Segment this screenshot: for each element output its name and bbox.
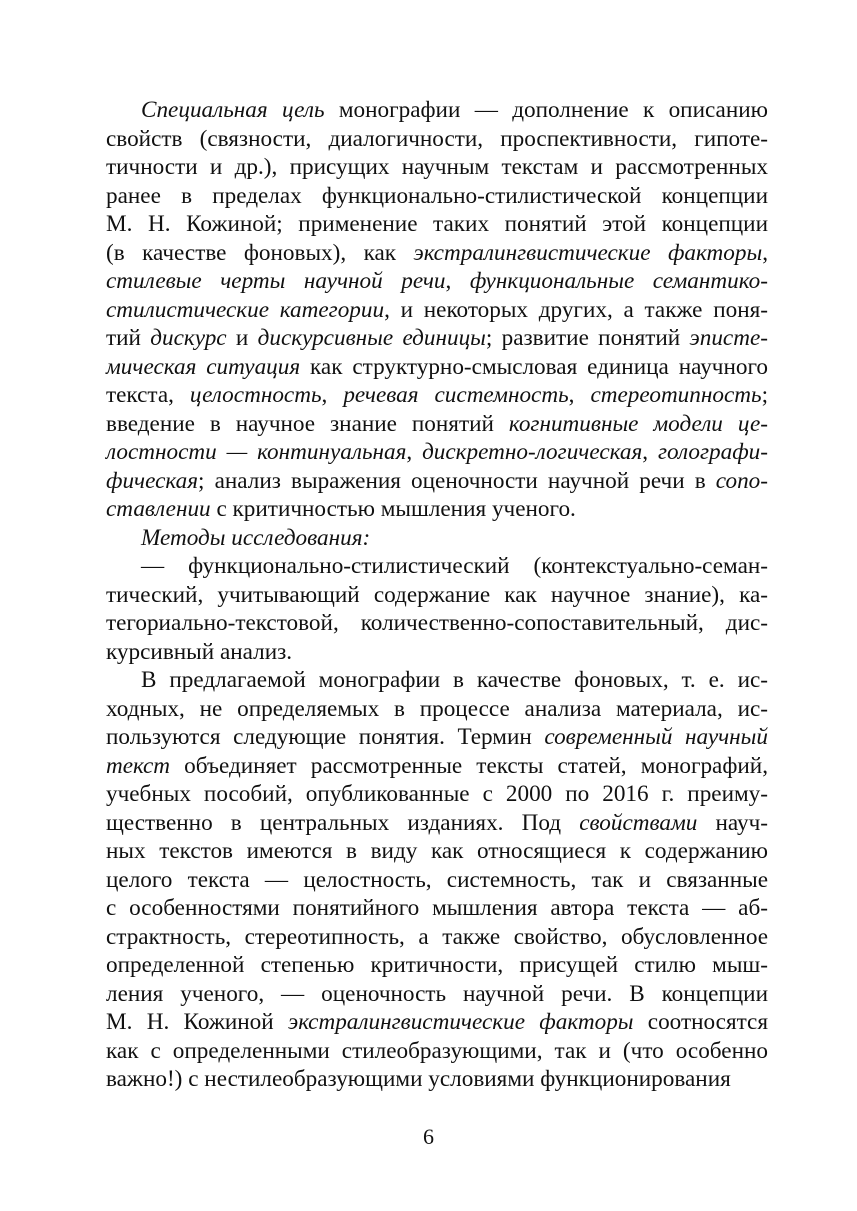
text-run: как структурно-смысловая единица научного: [300, 354, 768, 380]
text-line: [106, 780, 768, 808]
text-run: тегориально-текстовой, количественно-сопоставительный, дис-: [106, 610, 768, 636]
text-line: [106, 837, 768, 865]
text-run: ных текстов имеются в виду как относящиеся к содержанию: [106, 838, 768, 864]
text-run: ,: [762, 240, 768, 266]
text-run: , и некоторых других, а также поня-: [384, 297, 769, 323]
text-line: [106, 809, 768, 837]
text-line: [106, 581, 768, 609]
text-run: курсивный анализ.: [106, 639, 293, 665]
text-run: — функционально-стилистический (контекстуально-семан-: [141, 553, 768, 579]
text-line: [106, 1065, 768, 1093]
text-line: [106, 723, 768, 751]
text-run: ,: [568, 382, 591, 408]
page-number: 6: [423, 1124, 434, 1149]
text-run: учебных пособий, опубликованные с 2000 по 2016 г. преиму-: [106, 781, 768, 807]
italic-term: Методы исследования:: [141, 525, 371, 551]
italic-term: эписте-: [689, 325, 768, 351]
italic-term: ставлении: [106, 496, 211, 522]
text-run: В предлагаемой монографии в качестве фоновых, т. е. ис-: [141, 667, 768, 693]
italic-term: текст: [106, 753, 171, 779]
italic-term: стилевые черты научной речи: [106, 268, 446, 294]
text-run: страктность, стереотипность, а также свойство, обусловленное: [106, 924, 768, 950]
italic-term: дискретно-логическая: [422, 439, 643, 465]
text-run: введение в научное знание понятий: [106, 411, 509, 437]
text-run: текста,: [106, 382, 190, 408]
text-line: [106, 153, 768, 181]
text-line: [106, 410, 768, 438]
italic-term: дискурсивные единицы: [257, 325, 486, 351]
text-line: [106, 239, 768, 267]
text-line: [106, 752, 768, 780]
text-line: [106, 638, 768, 666]
italic-term: экстралингвистические факторы: [413, 240, 763, 266]
text-line: [106, 324, 768, 352]
italic-term: Специальная цель: [141, 97, 325, 123]
text-run: и: [226, 325, 258, 351]
text-line: [106, 980, 768, 1008]
text-line: [106, 951, 768, 979]
italic-term: дискурс: [150, 325, 227, 351]
text-run: ходных, не определяемых в процессе анализа материала, ис-: [106, 696, 768, 722]
text-line: [106, 866, 768, 894]
italic-term: речевая системность: [343, 382, 569, 408]
text-run: целого текста — целостность, системность, так и связанные: [106, 867, 768, 893]
text-line: [106, 267, 768, 295]
italic-term: стереотипность: [590, 382, 762, 408]
text-run: свойств (связности, диалогичности, проспективности, гипоте-: [106, 126, 768, 152]
text-run: тический, учитывающий содержание как научное знание), ка-: [106, 582, 768, 608]
text-run: важно!) с нестилеобразующими условиями функционирования: [106, 1066, 731, 1092]
text-run: с особенностями понятийного мышления автора текста — аб-: [106, 895, 768, 921]
italic-term: функциональные семантико-: [469, 268, 768, 294]
text-run: ,: [406, 439, 423, 465]
italic-term: свойствами: [579, 810, 698, 836]
italic-term: когнитивные модели це-: [508, 411, 769, 437]
italic-term: фическая: [106, 468, 199, 494]
text-run: (в качестве фоновых), как: [106, 240, 414, 266]
text-line: [106, 182, 768, 210]
text-run: ,: [642, 439, 658, 465]
text-line: [106, 296, 768, 324]
text-line: [141, 552, 768, 580]
text-line: [106, 381, 768, 409]
text-run: как с определенными стилеобразующими, так и (что особенно: [106, 1038, 768, 1064]
italic-term: современный научный: [544, 724, 768, 750]
text-run: пользуются следующие понятия. Термин: [106, 724, 545, 750]
text-run: ления ученого, — оценочность научной речи. В концепции: [106, 981, 768, 1007]
text-run: М. Н. Кожиной: [106, 1009, 288, 1035]
text-run: тичности и др.), присущих научным текстам и рассмотренных: [106, 154, 768, 180]
text-run: ранее в пределах функционально-стилистической концепции: [106, 183, 768, 209]
text-run: ,: [445, 268, 470, 294]
text-run: М. Н. Кожиной; применение таких понятий этой концепции: [106, 211, 768, 237]
text-line: [106, 1037, 768, 1065]
text-line: [106, 467, 768, 495]
text-line: [106, 495, 768, 523]
text-run: объединяет рассмотренные тексты статей, монографий,: [170, 753, 768, 779]
italic-term: голографи-: [657, 439, 768, 465]
text-run: ;: [761, 382, 769, 408]
text-line: [106, 695, 768, 723]
text-run: ; развитие понятий: [485, 325, 690, 351]
text-line: [106, 923, 768, 951]
text-line: [141, 96, 768, 124]
italic-term: целостность: [189, 382, 322, 408]
italic-term: мическая ситуация: [106, 354, 301, 380]
text-line: [141, 524, 768, 552]
text-run: с критичностью мышления ученого.: [210, 496, 576, 522]
text-run: монографии — дополнение к описанию: [324, 97, 768, 123]
text-run: щественно в центральных изданиях. Под: [106, 810, 580, 836]
text-line: [106, 438, 768, 466]
text-line: [106, 609, 768, 637]
text-run: тий: [106, 325, 151, 351]
text-line: [106, 125, 768, 153]
text-run: ,: [321, 382, 344, 408]
italic-term: экстралингвистические факторы: [287, 1009, 634, 1035]
text-line: [106, 1008, 768, 1036]
text-line: [141, 666, 768, 694]
italic-term: лостности — континуальная: [106, 439, 407, 465]
text-run: соотносятся: [633, 1009, 769, 1035]
italic-term: стилистические категории: [106, 297, 385, 323]
text-run: определенной степенью критичности, присущей стилю мыш-: [106, 952, 768, 978]
text-run: науч-: [697, 810, 769, 836]
text-line: [106, 353, 768, 381]
italic-term: сопо-: [715, 468, 768, 494]
text-line: [106, 894, 768, 922]
text-run: ; анализ выражения оценочности научной речи в: [198, 468, 716, 494]
text-line: [106, 210, 768, 238]
